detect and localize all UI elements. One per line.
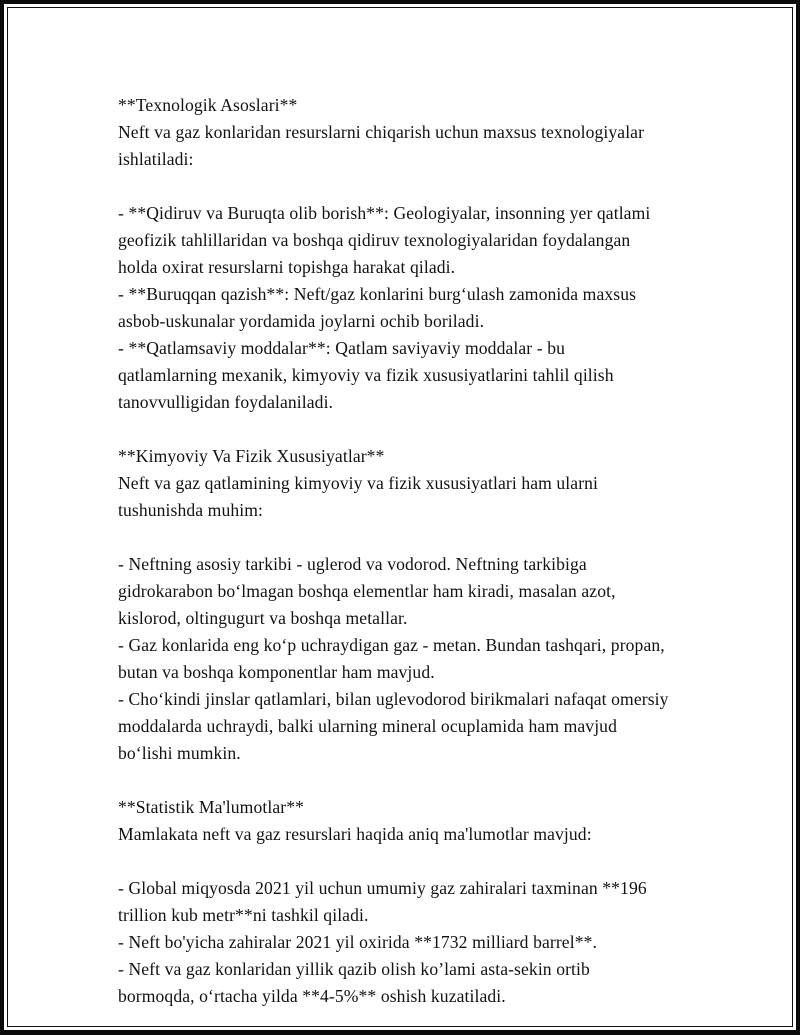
blank-line <box>118 767 696 794</box>
text-line: - **Qidiruv va Buruqta olib borish**: Geologiyalar, insonning yer qatlami <box>118 203 651 223</box>
section-technological-basis <box>118 92 696 443</box>
text-line: - Cho‘kindi jinslar qatlamlari, bilan uglevodorod birikmalari nafaqat omersiy <box>118 689 669 709</box>
document-text-body <box>118 92 696 1010</box>
text-line: - Neft va gaz konlaridan yillik qazib olish ko’lami asta-sekin ortib <box>118 959 590 979</box>
text-line: tanovvulligidan foydalaniladi. <box>118 392 334 412</box>
text-line: Neft va gaz konlaridan resurslarni chiqarish uchun maxsus texnologiyalar <box>118 122 645 142</box>
text-line: moddalarda uchraydi, balki ularning mineral ocuplamida ham mavjud <box>118 716 617 736</box>
text-line: - **Qatlamsaviy moddalar**: Qatlam saviyaviy moddalar - bu <box>118 338 565 358</box>
text-line: **Kimyoviy Va Fizik Xususiyatlar** <box>118 446 385 466</box>
section-statistical-data <box>118 794 696 1010</box>
text-line: - Neftning asosiy tarkibi - uglerod va vodorod. Neftning tarkibiga <box>118 554 587 574</box>
blank-line <box>118 173 696 200</box>
text-line: tushunishda muhim: <box>118 500 263 520</box>
text-line: ishlatiladi: <box>118 149 194 169</box>
text-line: - **Buruqqan qazish**: Neft/gaz konlarini burg‘ulash zamonida maxsus <box>118 284 637 304</box>
text-line: Neft va gaz qatlamining kimyoviy va fizik xususiyatlari ham ularni <box>118 473 599 493</box>
text-line: trillion kub metr**ni tashkil qiladi. <box>118 905 369 925</box>
section-chemical-physical-properties <box>118 443 696 794</box>
text-line: - Gaz konlarida eng ko‘p uchraydigan gaz - metan. Bundan tashqari, propan, <box>118 635 665 655</box>
text-line: bormoqda, o‘rtacha yilda **4-5%** oshish kuzatiladi. <box>118 986 506 1006</box>
page-sheet <box>7 7 793 1027</box>
text-line: gidrokarabon bo‘lmagan boshqa elementlar ham kiradi, masalan azot, <box>118 581 616 601</box>
text-line: holda oxirat resurslarni topishga harakat qiladi. <box>118 257 456 277</box>
text-line: qatlamlarning mexanik, kimyoviy va fizik xususiyatlarini tahlil qilish <box>118 365 614 385</box>
text-line: geofizik tahlillaridan va boshqa qidiruv texnologiyalaridan foydalangan <box>118 230 631 250</box>
text-line: - Neft bo'yicha zahiralar 2021 yil oxirida **1732 milliard barrel**. <box>118 932 597 952</box>
blank-line <box>118 416 696 443</box>
text-line: butan va boshqa komponentlar ham mavjud. <box>118 662 435 682</box>
text-line: **Statistik Ma'lumotlar** <box>118 797 304 817</box>
blank-line <box>118 848 696 875</box>
text-line: kislorod, oltingugurt va boshqa metallar. <box>118 608 408 628</box>
text-line: **Texnologik Asoslari** <box>118 95 298 115</box>
text-line: - Global miqyosda 2021 yil uchun umumiy gaz zahiralari taxminan **196 <box>118 878 647 898</box>
text-line: bo‘lishi mumkin. <box>118 743 241 763</box>
text-line: asbob-uskunalar yordamida joylarni ochib boriladi. <box>118 311 485 331</box>
text-line: Mamlakata neft va gaz resurslari haqida aniq ma'lumotlar mavjud: <box>118 824 592 844</box>
blank-line <box>118 524 696 551</box>
